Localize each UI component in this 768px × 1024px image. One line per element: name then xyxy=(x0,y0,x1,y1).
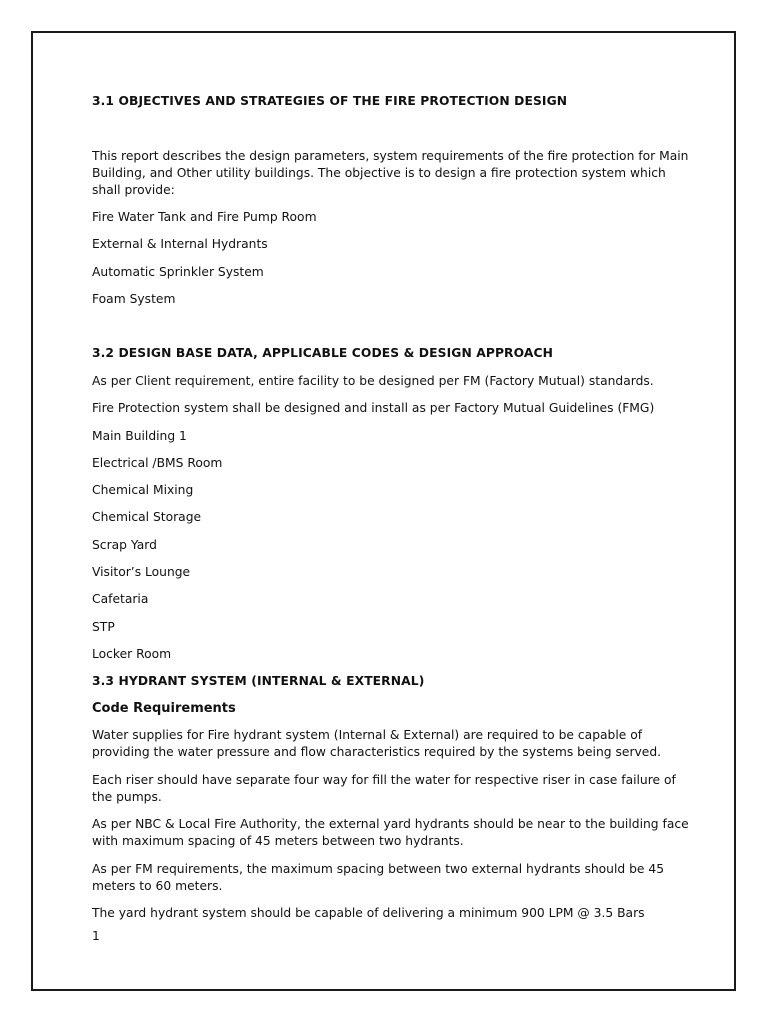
building-item: Chemical Mixing xyxy=(92,483,194,497)
page-frame xyxy=(31,31,736,991)
objective-item: Foam System xyxy=(92,292,176,306)
section-3-3-heading: 3.3 HYDRANT SYSTEM (INTERNAL & EXTERNAL) xyxy=(92,674,425,688)
building-item: Electrical /BMS Room xyxy=(92,456,223,470)
hydrant-paragraph: The yard hydrant system should be capable of delivering a minimum 900 LPM @ 3.5 Bars xyxy=(92,906,645,920)
hydrant-paragraph: Water supplies for Fire hydrant system (Internal & External) are required to be capable of providing the water pressure and flow characteristics required by the systems being served. xyxy=(92,728,662,759)
hydrant-paragraph: As per NBC & Local Fire Authority, the external yard hydrants should be near to the building face with maximum spacing of 45 meters between two hydrants. xyxy=(92,817,689,848)
objective-item: Fire Water Tank and Fire Pump Room xyxy=(92,210,317,224)
building-item: STP xyxy=(92,620,115,634)
building-item: Main Building 1 xyxy=(92,429,187,443)
section-3-2-paragraph: As per Client requirement, entire facility to be designed per FM (Factory Mutual) standards. xyxy=(92,374,654,388)
objective-item: External & Internal Hydrants xyxy=(92,237,268,251)
section-3-1-heading: 3.1 OBJECTIVES AND STRATEGIES OF THE FIRE PROTECTION DESIGN xyxy=(92,94,568,108)
objective-item: Automatic Sprinkler System xyxy=(92,265,264,279)
code-requirements-heading: Code Requirements xyxy=(92,701,236,716)
building-item: Chemical Storage xyxy=(92,510,202,524)
section-3-2-heading: 3.2 DESIGN BASE DATA, APPLICABLE CODES & DESIGN APPROACH xyxy=(92,346,553,360)
building-item: Scrap Yard xyxy=(92,538,157,552)
section-3-1-intro: This report describes the design parameters, system requirements of the fire protection for Main Building, and Other utility buildings. The objective is to design a fire protection system which shall provide: xyxy=(92,149,689,197)
page-number: 1 xyxy=(92,929,100,943)
building-item: Visitor’s Lounge xyxy=(92,565,191,579)
building-item: Locker Room xyxy=(92,647,172,661)
section-3-2-paragraph: Fire Protection system shall be designed and install as per Factory Mutual Guidelines (FMG) xyxy=(92,401,655,415)
hydrant-paragraph: Each riser should have separate four way for fill the water for respective riser in case failure of the pumps. xyxy=(92,773,676,804)
building-item: Cafetaria xyxy=(92,592,149,606)
hydrant-paragraph: As per FM requirements, the maximum spacing between two external hydrants should be 45 meters to 60 meters. xyxy=(92,862,665,893)
